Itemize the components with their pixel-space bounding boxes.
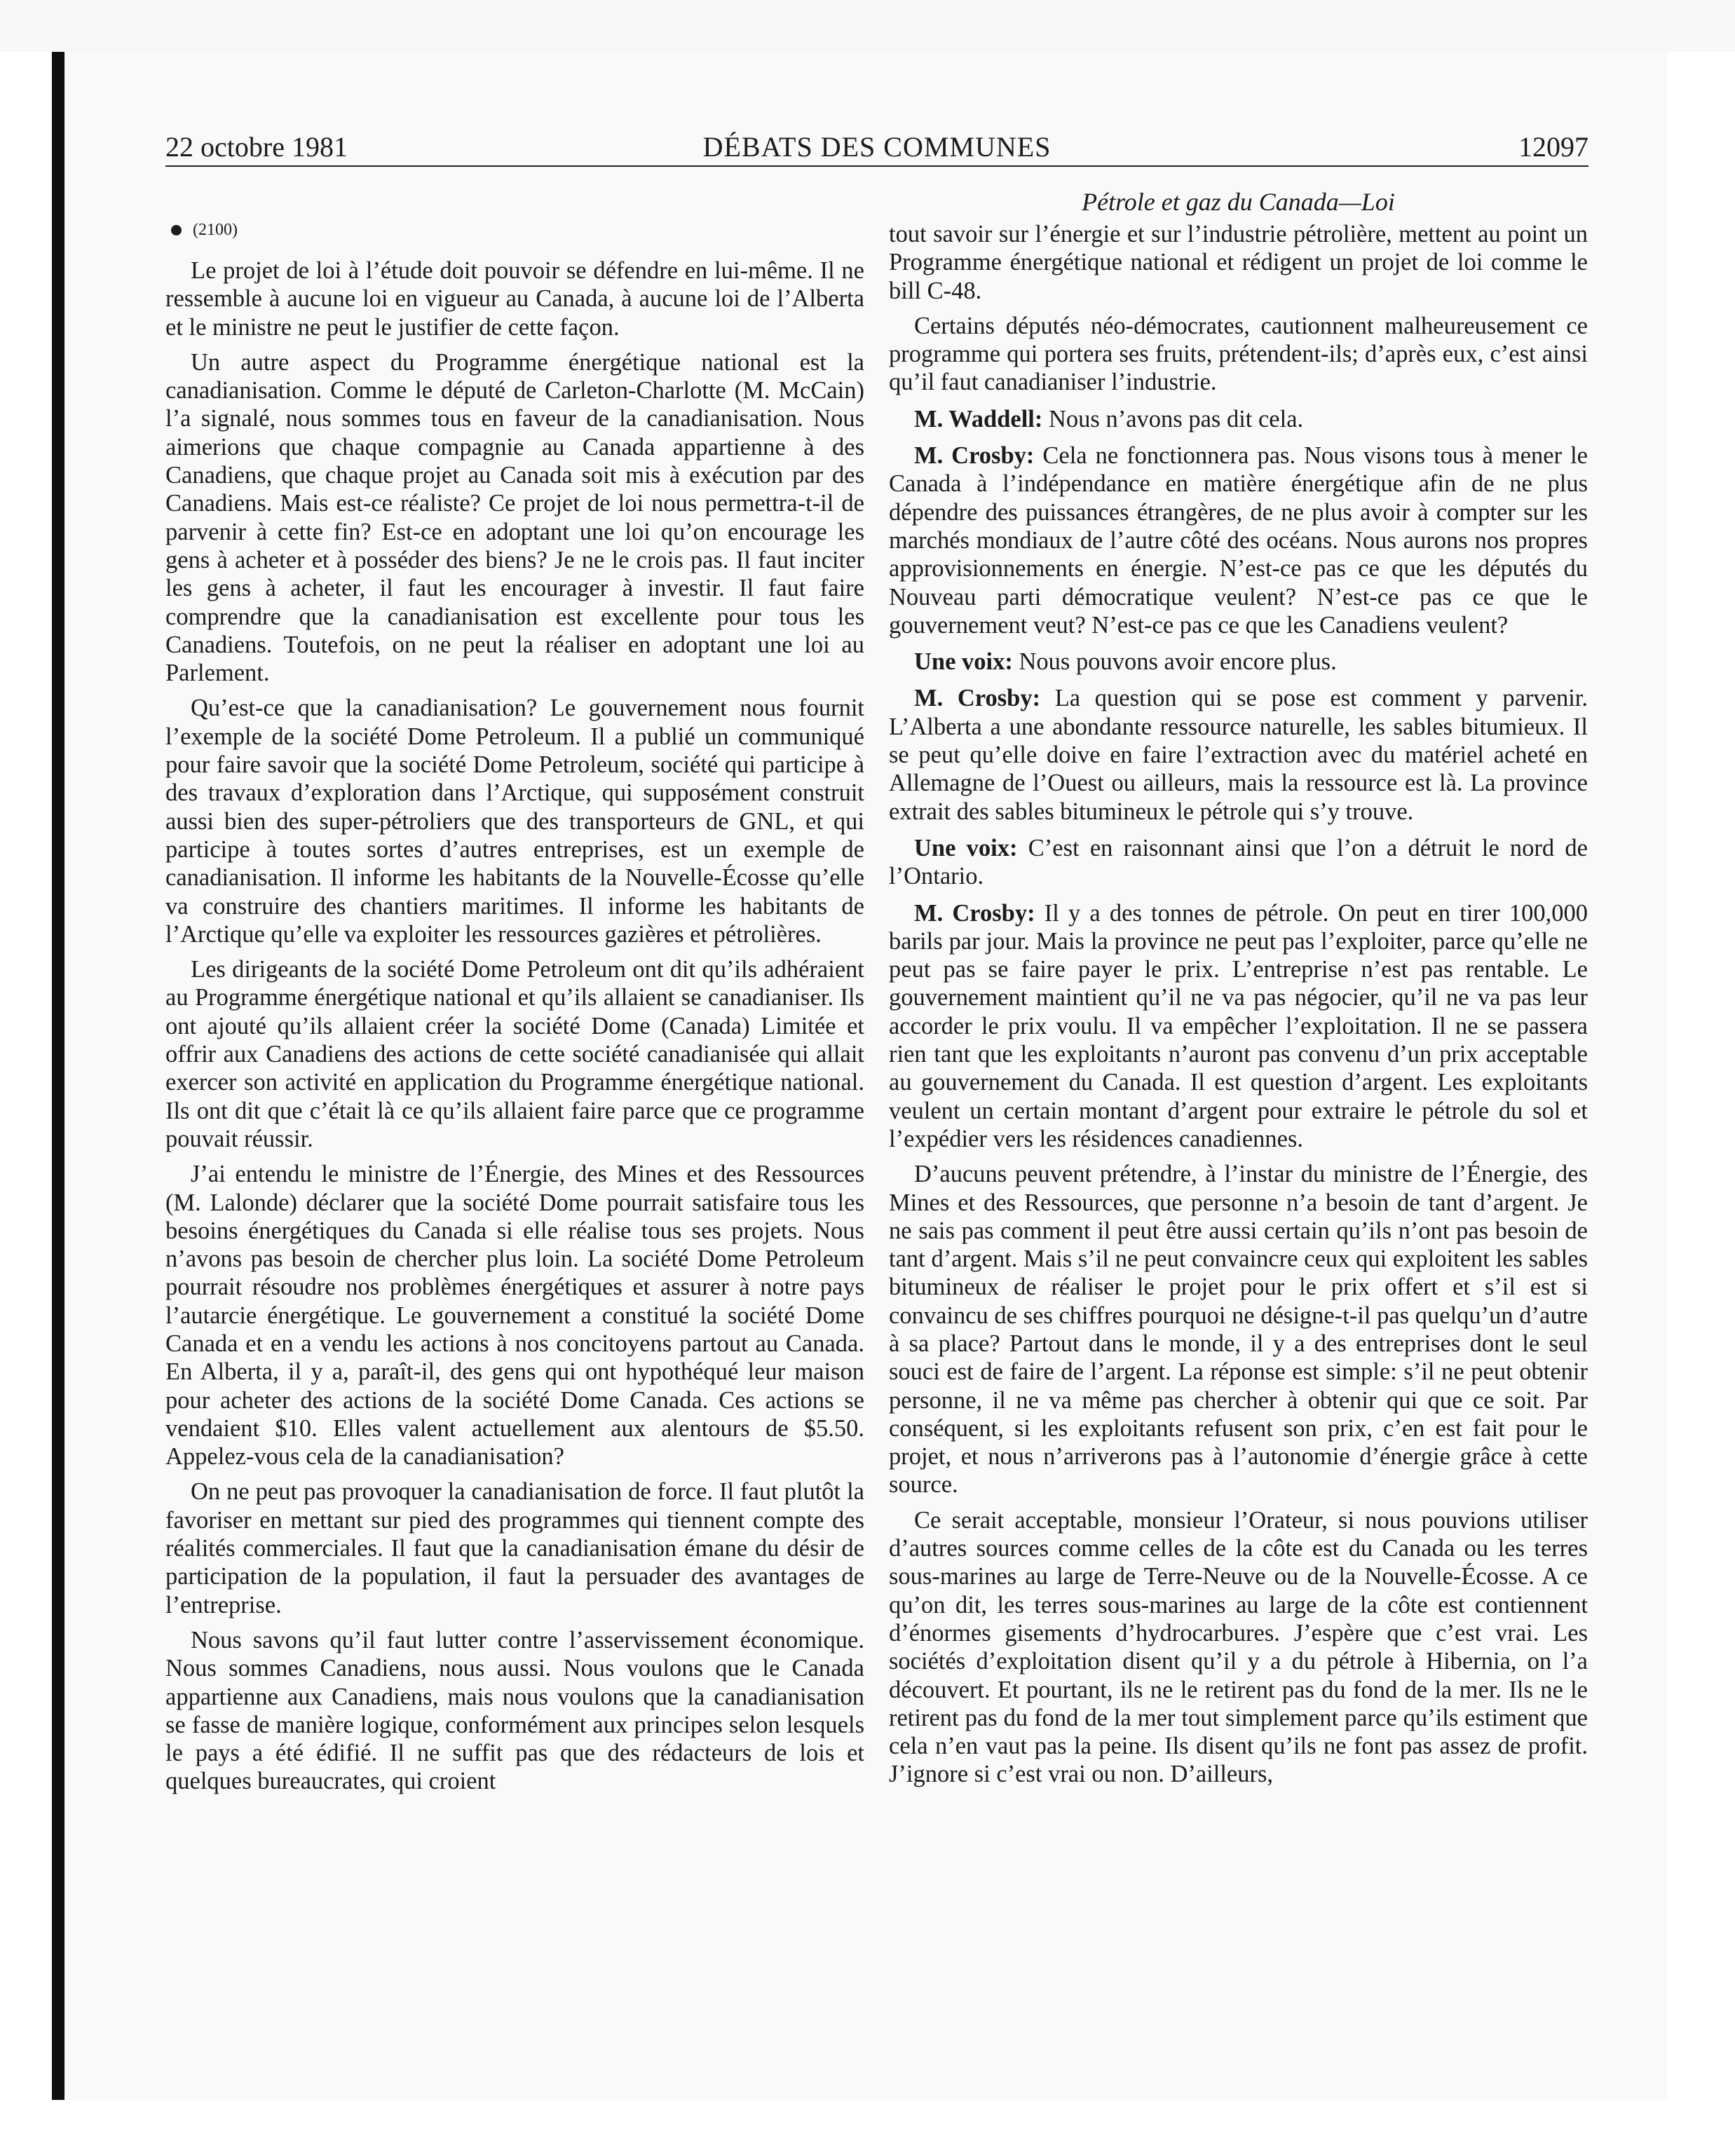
scan-binding-edge bbox=[52, 52, 64, 2100]
speaker-name: M. Waddell: bbox=[914, 405, 1043, 432]
speech bbox=[889, 834, 1588, 891]
paragraph: D’aucuns peuvent prétendre, à l’instar du ministre de l’Énergie, des Mines et des Ressources, que personne n’a besoin de tant d’argent. Je ne sais pas comment il peut être aussi certain qu’ils n’ont pas besoin de tant d’argent. Mais s’il ne peut convaincre ceux qui exploitent les sables bitumineux de réaliser le projet pour le prix offert et s’il est si convaincu de ses chiffres pourquoi ne désigne-t-il pas quelqu’un d’autre à sa place? Partout dans le monde, il y a des entreprises dont le seul souci est de faire de l’argent. La réponse est simple: s’il ne peut obtenir personne, il ne va même pas chercher à obtenir qui que ce soit. Par conséquent, si les exploitants refusent son prix, c’en est fait pour le projet, et nous n’arriverons pas à l’autonomie d’énergie grâce à cette source. bbox=[889, 1161, 1588, 1499]
header-date: 22 octobre 1981 bbox=[165, 131, 348, 163]
speech bbox=[889, 405, 1588, 433]
paragraph: Certains députés néo-démocrates, cautionnent malheureusement ce programme qui portera ses fruits, prétendent-ils; d’après eux, c’est ainsi qu’il faut canadianiser l’industrie. bbox=[889, 312, 1588, 396]
header-rule bbox=[165, 165, 1588, 167]
paragraph: Un autre aspect du Programme énergétique national est la canadianisation. Comme le député de Carleton-Charlotte (M. McCain) l’a signalé, nous sommes tous en faveur de la canadianisation. Nous aimerions que chaque compagnie au Canada appartienne à des Canadiens, que chaque projet au Canada soit mis à exécution par des Canadiens. Mais est-ce réaliste? Ce projet de loi nous permettra-t-il de parvenir à cette fin? Est-ce en adoptant une loi qu’on encourage les gens à acheter et à posséder des biens? Je ne le crois pas. Il faut inciter les gens à acheter, il faut les encourager à investir. Il faut faire comprendre que la canadianisation est excellente pour tous les Canadiens. Toutefois, on ne peut la réaliser en adoptant une loi au Parlement. bbox=[165, 348, 864, 687]
paragraph: Nous savons qu’il faut lutter contre l’asservissement économique. Nous sommes Canadiens, nous aussi. Nous voulons que le Canada appartienne aux Canadiens, mais nous voulons que la canadianisation se fasse de manière logique, conformément aux principes selon lesquels le pays a été édifié. Il ne suffit pas que des rédacteurs de lois et quelques bureaucrates, qui croient bbox=[165, 1626, 864, 1795]
paragraph: Les dirigeants de la société Dome Petroleum ont dit qu’ils adhéraient au Programme énergétique national et qu’ils allaient se canadianiser. Ils ont ajouté qu’ils allaient créer la société Dome (Canada) Limitée et offrir aux Canadiens des actions de cette société canadianisée qui allait exercer son activité en application du Programme énergétique national. Ils ont dit que c’était là ce qu’ils allaient faire parce que ce programme pouvait réussir. bbox=[165, 956, 864, 1152]
right-column bbox=[889, 188, 1588, 1796]
paragraph: Ce serait acceptable, monsieur l’Orateur, si nous pouvions utiliser d’autres sources comme celles de la côte est du Canada ou les terres sous-marines au large de Terre-Neuve ou de la Nouvelle-Écosse. A ce qu’on dit, les terres sous-marines au large de la côte est contiennent d’énormes gisements d’hydrocarbures. J’espère que c’est vrai. Les sociétés d’exploitation disent qu’il y a du pétrole à Hibernia, on l’a découvert. Et pourtant, ils ne le retirent pas du fond de la mer. Ils ne le retirent pas du fond de la mer tout simplement parce qu’ils estiment que cela n’en vaut pas la peine. Ils disent qu’ils ne font pas assez de profit. J’ignore si c’est vrai ou non. D’ailleurs, bbox=[889, 1506, 1588, 1788]
speech-text: Nous pouvons avoir encore plus. bbox=[1012, 648, 1337, 676]
bullet-icon bbox=[171, 225, 182, 236]
header-page-number: 12097 bbox=[1518, 131, 1588, 163]
speech bbox=[889, 899, 1588, 1154]
scan-top-margin bbox=[0, 0, 1735, 52]
paragraph: Qu’est-ce que la canadianisation? Le gouvernement nous fournit l’exemple de la société Dome Petroleum. Il a publié un communiqué pour faire savoir que la société Dome Petroleum, société qui participe à des travaux d’exploration dans l’Arctique, qui supposément construit aussi bien des super-pétroliers que des transporteurs de GNL, et qui participe à toutes sortes d’autres entreprises, est un exemple de canadianisation. Il informe les habitants de la Nouvelle-Écosse qu’elle va construire des chantiers maritimes. Il informe les habitants de l’Arctique qu’elle va exploiter les ressources gazières et pétrolières. bbox=[165, 695, 864, 948]
speech bbox=[889, 648, 1588, 676]
paragraph: Le projet de loi à l’étude doit pouvoir se défendre en lui-même. Il ne ressemble à aucune loi en vigueur au Canada, à aucune loi de l’Alberta et le ministre ne peut le justifier de cette façon. bbox=[165, 257, 864, 341]
speaker-name: M. Crosby: bbox=[914, 899, 1035, 927]
speech-text: C’est en raisonnant ainsi que l’on a détruit le nord de l’Ontario. bbox=[889, 834, 1588, 890]
paragraph: J’ai entendu le ministre de l’Énergie, des Mines et des Ressources (M. Lalonde) déclarer que la société Dome pourrait satisfaire tous les besoins énergétiques du Canada si elle réalise tous ses projets. Nous n’avons pas besoin de chercher plus loin. La société Dome Petroleum pourrait résoudre nos problèmes énergétiques et assurer à notre pays l’autarcie énergétique. Le gouvernement a constitué la société Dome Canada et en a vendu les actions à nos concitoyens partout au Canada. En Alberta, il y a, paraît-il, des gens qui ont hypothéqué leur maison pour acheter des actions de la société Dome Canada. Ces actions se vendaient $10. Elles valent actuellement aux alentours de $5.50. Appelez-vous cela de la canadianisation? bbox=[165, 1161, 864, 1471]
paragraph: tout savoir sur l’énergie et sur l’industrie pétrolière, mettent au point un Programme énergétique national et rédigent un projet de loi comme le bill C-48. bbox=[889, 221, 1588, 304]
speaker-name: M. Crosby: bbox=[914, 442, 1035, 470]
time-marker bbox=[165, 216, 864, 244]
speaker-name: Une voix: bbox=[914, 648, 1013, 676]
speech bbox=[889, 442, 1588, 639]
speech-text: Nous n’avons pas dit cela. bbox=[1042, 405, 1304, 432]
paragraph: On ne peut pas provoquer la canadianisation de force. Il faut plutôt la favoriser en mettant sur pied des programmes qui tiennent compte des réalités commerciales. Il faut que la canadianisation émane du désir de participation de la population, il faut la persuader des avantages de l’entreprise. bbox=[165, 1478, 864, 1618]
time-marker-text: (2100) bbox=[193, 221, 238, 239]
speech-text: La question qui se pose est comment y parvenir. L’Alberta a une abondante ressource naturelle, les sables bitumieux. Il se peut qu’elle doive en faire l’extraction avec du matériel acheté en Allemagne de l’Ouest ou ailleurs, mais la ressource est là. La province extrait des sables bitumineux le pétrole qui s’y trouve. bbox=[889, 685, 1588, 825]
speaker-name: Une voix: bbox=[914, 834, 1018, 861]
running-title: Pétrole et gaz du Canada—Loi bbox=[1082, 188, 1395, 216]
speech-text: Cela ne fonctionnera pas. Nous visons tous à mener le Canada à l’indépendance en matière énergétique afin de ne plus dépendre des puissances étrangères, de ne plus avoir à compter sur les marchés mondiaux de l’autre côté des océans. Nous aurons nos propres approvisionnements en énergie. N’est-ce pas ce que les députés du Nouveau parti démocratique veulent? N’est-ce pas ce que le gouvernement veut? N’est-ce pas ce que les Canadiens veulent? bbox=[889, 442, 1588, 639]
speech-text: Il y a des tonnes de pétrole. On peut en tirer 100,000 barils par jour. Mais la province ne peut pas l’exploiter, parce qu’elle ne peut pas se faire payer le prix. L’entreprise n’est pas rentable. Le gouvernement maintient qu’il ne va pas négocier, qu’il ne va pas leur accorder le prix voulu. Il va empêcher l’exploitation. Il ne se passera rien tant que les exploitants n’auront pas convenu d’un prix acceptable au gouvernement du Canada. Il est question d’argent. Les exploitants veulent un certain montant d’argent pour extraire le pétrole du sol et l’expédier vers les résidences canadiennes. bbox=[889, 899, 1588, 1152]
speech bbox=[889, 684, 1588, 825]
header-title: DÉBATS DES COMMUNES bbox=[702, 131, 1052, 163]
left-column bbox=[165, 216, 864, 1803]
speaker-name: M. Crosby: bbox=[914, 685, 1041, 712]
